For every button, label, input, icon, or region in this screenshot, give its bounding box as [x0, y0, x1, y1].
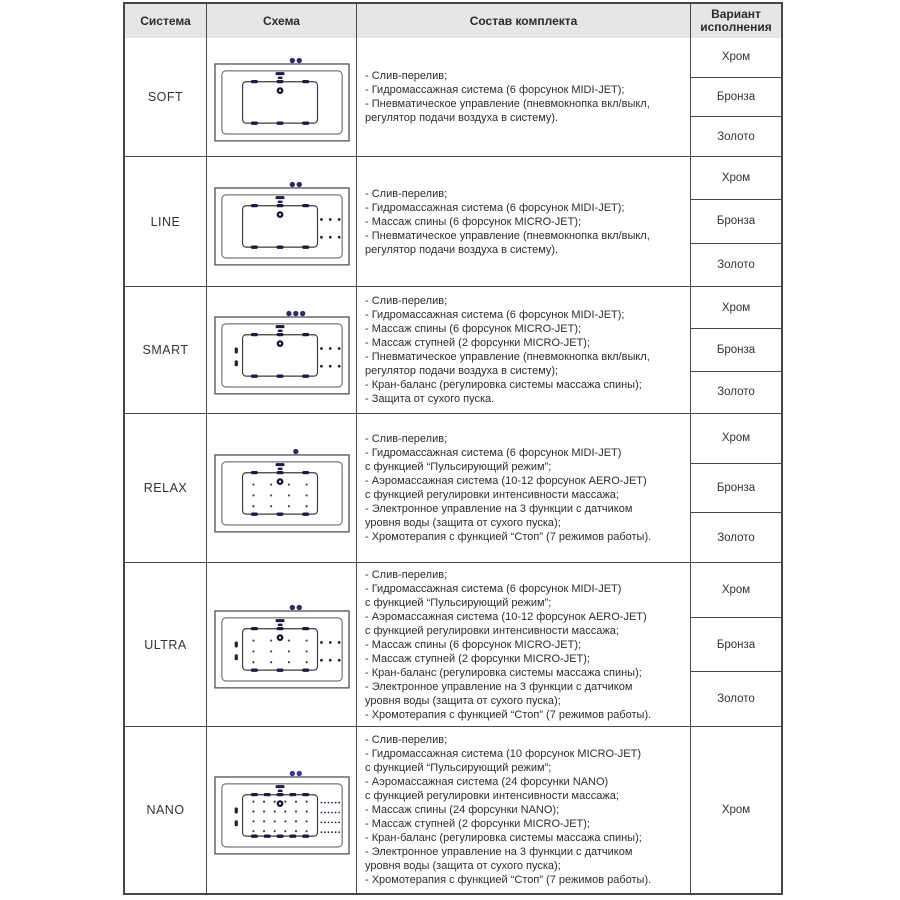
variant-cell: Хром [721, 804, 751, 816]
feature-line: - Слив-перелив; [365, 70, 448, 82]
system-cell [125, 38, 207, 156]
schema-cell [207, 157, 357, 286]
feature-line: с функцией “Пульсирующий режим”; [365, 461, 552, 473]
feature-line: - Массаж спины (6 форсунок MICRO-JET); [365, 215, 582, 228]
system-label: LINE [150, 214, 181, 229]
feature-line: уровня воды (защита от сухого пуска); [365, 694, 561, 707]
feature-list [365, 733, 684, 887]
schema-cell [207, 414, 357, 562]
feature-line: - Пневматическое управление (пневмокнопка вкл/выкл, [365, 98, 650, 110]
variant-cells [691, 287, 781, 413]
contents-cell [357, 157, 691, 286]
feature-line: с функцией регулировки интенсивности массажа; [365, 624, 619, 637]
variant-column [691, 38, 781, 156]
variant-cell: Золото [691, 243, 781, 286]
system-label: RELAX [143, 481, 188, 495]
variant-cell: Хром [721, 172, 751, 185]
variant-cell: Бронза [691, 77, 781, 117]
contents-cell [357, 38, 691, 156]
variant-cell: Золото [691, 512, 781, 562]
bathtub-diagram [213, 441, 351, 536]
bathtub-diagram [213, 763, 351, 858]
feature-line: - Слив-перелив; [365, 734, 448, 746]
feature-line: - Массаж ступней (2 форсунки MICRO-JET); [365, 337, 590, 349]
product-spec-table [123, 2, 783, 895]
variant-column [691, 727, 781, 893]
feature-line: уровня воды (защита от сухого пуска); [365, 860, 561, 872]
system-cell [125, 287, 207, 413]
header-cell-schema: Схема [207, 4, 357, 38]
contents-cell [357, 414, 691, 562]
feature-line: - Гидромассажная система (6 форсунок MIDI-JET); [365, 201, 625, 214]
variant-column [691, 563, 781, 726]
feature-line: - Аэромассажная система (10-12 форсунок AERO-JET) [365, 475, 647, 487]
variant-column [691, 287, 781, 413]
feature-line: - Массаж спины (6 форсунок MICRO-JET); [365, 638, 582, 651]
schema-cell [207, 38, 357, 156]
contents-cell [357, 287, 691, 413]
feature-line: - Кран-баланс (регулировка системы массажа спины); [365, 379, 642, 391]
feature-line: регулятор подачи воздуха в систему); [365, 365, 559, 377]
feature-line: - Гидромассажная система (6 форсунок MIDI-JET) [365, 582, 622, 595]
feature-line: - Слив-перелив; [365, 568, 448, 581]
feature-line: - Гидромассажная система (10 форсунок MICRO-JET) [365, 748, 641, 760]
feature-line: - Пневматическое управление (пневмокнопка вкл/выкл, [365, 351, 650, 363]
variant-cells [691, 563, 781, 726]
feature-line: с функцией регулировки интенсивности массажа; [365, 489, 619, 501]
feature-line: регулятор подачи воздуха в систему). [365, 243, 559, 256]
system-label: SOFT [147, 90, 184, 104]
variant-cells [691, 38, 781, 156]
feature-line: - Аэромассажная система (10-12 форсунок AERO-JET) [365, 610, 647, 623]
variant-cell: Бронза [691, 463, 781, 513]
variant-cell: Бронза [691, 328, 781, 370]
feature-line: - Электронное управление на 3 функции с датчиком [365, 680, 633, 693]
variant-cell: Хром [721, 432, 751, 445]
table-row [125, 726, 781, 893]
header-cell-variant: Вариант исполнения [700, 7, 772, 34]
feature-line: регулятор подачи воздуха в систему). [365, 112, 559, 124]
feature-line: - Гидромассажная система (6 форсунок MIDI-JET); [365, 309, 625, 321]
system-label: ULTRA [144, 637, 187, 652]
feature-line: - Пневматическое управление (пневмокнопка вкл/выкл, [365, 229, 650, 242]
variant-cell: Хром [721, 51, 751, 64]
table-row [125, 286, 781, 413]
variant-cells [691, 727, 781, 893]
variant-cells [691, 414, 781, 562]
feature-line: - Массаж ступней (2 форсунки MICRO-JET); [365, 652, 590, 665]
feature-list [365, 568, 684, 722]
table-row [125, 38, 781, 156]
schema-cell [207, 727, 357, 893]
bathtub-diagram [213, 597, 351, 692]
feature-line: - Электронное управление на 3 функции с датчиком [365, 846, 633, 858]
bathtub-diagram [213, 50, 351, 145]
feature-line: - Кран-баланс (регулировка системы массажа спины); [365, 832, 642, 844]
variant-cell: Бронза [691, 199, 781, 242]
feature-list [365, 69, 684, 125]
variant-cells [691, 157, 781, 286]
table-header [125, 4, 781, 38]
variant-cell: Золото [691, 371, 781, 413]
feature-line: - Хромотерапия с функцией “Стоп” (7 режимов работы). [365, 708, 652, 721]
feature-line: с функцией “Пульсирующий режим”; [365, 596, 552, 609]
system-cell [125, 157, 207, 286]
contents-cell [357, 563, 691, 726]
feature-line: - Кран-баланс (регулировка системы массажа спины); [365, 666, 642, 679]
system-cell [125, 414, 207, 562]
feature-line: - Гидромассажная система (6 форсунок MIDI-JET) [365, 447, 622, 459]
feature-line: - Слив-перелив; [365, 187, 448, 200]
table-body [125, 38, 781, 893]
table-row [125, 156, 781, 286]
feature-line: - Хромотерапия с функцией “Стоп” (7 режимов работы). [365, 531, 652, 543]
table-row [125, 413, 781, 562]
feature-line: - Хромотерапия с функцией “Стоп” (7 режимов работы). [365, 874, 652, 886]
variant-cell: Хром [721, 301, 751, 314]
variant-cell: Бронза [691, 617, 781, 672]
feature-line: - Массаж ступней (2 форсунки MICRO-JET); [365, 818, 590, 830]
feature-list [365, 294, 684, 406]
feature-list [365, 432, 684, 544]
feature-line: - Защита от сухого пуска. [365, 393, 495, 405]
contents-cell [357, 727, 691, 893]
feature-list [365, 187, 684, 257]
variant-cell: Золото [691, 116, 781, 156]
feature-line: - Слив-перелив; [365, 295, 448, 307]
schema-cell [207, 563, 357, 726]
feature-line: - Аэромассажная система (24 форсунки NANO) [365, 776, 609, 788]
feature-line: - Массаж спины (24 форсунки NANO); [365, 804, 560, 816]
variant-cell: Золото [691, 671, 781, 726]
system-cell [125, 563, 207, 726]
system-cell [125, 727, 207, 893]
header-cell-system: Система [125, 4, 207, 38]
schema-cell [207, 287, 357, 413]
feature-line: - Массаж спины (6 форсунок MICRO-JET); [365, 323, 582, 335]
variant-cell: Хром [721, 583, 751, 596]
feature-line: уровня воды (защита от сухого пуска); [365, 517, 561, 529]
header-cell-contents: Состав комплекта [357, 4, 691, 38]
feature-line: - Гидромассажная система (6 форсунок MIDI-JET); [365, 84, 625, 96]
table-row [125, 562, 781, 726]
feature-line: - Слив-перелив; [365, 433, 448, 445]
variant-column [691, 157, 781, 286]
feature-line: с функцией регулировки интенсивности массажа; [365, 790, 619, 802]
bathtub-diagram [213, 174, 351, 269]
variant-column [691, 414, 781, 562]
bathtub-diagram [213, 303, 351, 398]
system-label: SMART [142, 343, 189, 357]
feature-line: с функцией “Пульсирующий режим”; [365, 762, 552, 774]
system-label: NANO [146, 803, 185, 817]
feature-line: - Электронное управление на 3 функции с датчиком [365, 503, 633, 515]
